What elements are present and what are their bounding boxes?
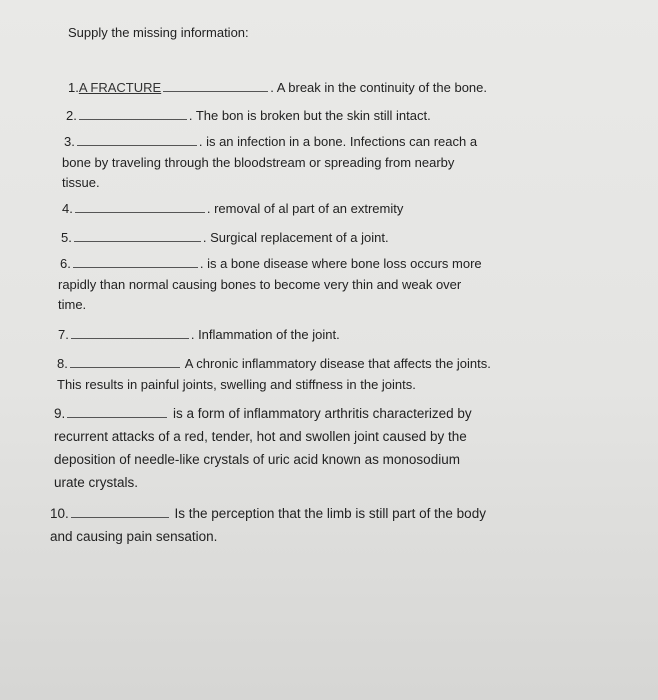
answer-blank[interactable] <box>73 253 198 268</box>
question-text-cont: urate crystals. <box>54 475 139 490</box>
question-text: . is an infection in a bone. Infections can reach a <box>198 134 478 149</box>
question-number: 5. <box>61 230 72 245</box>
question-text: . removal of al part of an extremity <box>206 201 404 216</box>
question-10 <box>50 503 486 548</box>
question-text-cont: time. <box>58 297 87 312</box>
answer-blank[interactable] <box>163 77 268 92</box>
question-3 <box>64 131 477 193</box>
question-number: 3. <box>64 134 75 149</box>
answer-blank[interactable] <box>70 353 180 368</box>
worksheet-title: Supply the missing information: <box>68 25 249 40</box>
question-text-cont: recurrent attacks of a red, tender, hot and swollen joint caused by the <box>54 429 467 444</box>
question-text-cont: bone by traveling through the bloodstream or spreading from nearby <box>62 155 455 170</box>
answer-blank[interactable] <box>71 503 169 518</box>
question-text-cont: tissue. <box>62 175 100 190</box>
question-text-cont: rapidly than normal causing bones to become very thin and weak over <box>58 277 462 292</box>
question-text: . The bon is broken but the skin still intact. <box>188 108 431 123</box>
question-5 <box>61 227 389 249</box>
question-text: is a form of inflammatory arthritis characterized by <box>169 406 472 421</box>
question-number: 4. <box>62 201 73 216</box>
answer-blank[interactable] <box>71 324 189 339</box>
question-text-cont: and causing pain sensation. <box>50 529 218 544</box>
question-text-cont: deposition of needle-like crystals of uric acid known as monosodium <box>54 452 460 467</box>
question-text: . Surgical replacement of a joint. <box>202 230 389 245</box>
answer-blank[interactable] <box>79 105 187 120</box>
question-number: 10. <box>50 506 69 521</box>
question-text: . is a bone disease where bone loss occurs more <box>199 256 482 271</box>
question-text: Is the perception that the limb is still part of the body <box>170 506 486 521</box>
question-text: A chronic inflammatory disease that affects the joints. <box>181 356 491 371</box>
question-7 <box>58 324 340 346</box>
question-9 <box>54 403 472 494</box>
answer-text: A FRACTURE <box>78 80 162 95</box>
question-2 <box>66 105 431 127</box>
question-4 <box>62 198 403 220</box>
answer-blank[interactable] <box>77 131 197 146</box>
question-1 <box>68 77 487 99</box>
question-number: 7. <box>58 327 69 342</box>
answer-blank[interactable] <box>75 198 205 213</box>
question-text: . A break in the continuity of the bone. <box>270 80 488 95</box>
answer-blank[interactable] <box>74 227 201 242</box>
question-number: 6. <box>60 256 71 271</box>
question-8 <box>57 353 491 395</box>
question-number: 8. <box>57 356 68 371</box>
question-number: 2. <box>66 108 77 123</box>
question-text: . Inflammation of the joint. <box>190 327 340 342</box>
question-number: 9. <box>54 406 66 421</box>
question-number: 1. <box>68 80 79 95</box>
question-6 <box>60 253 482 315</box>
question-text-cont: This results in painful joints, swelling and stiffness in the joints. <box>57 377 416 392</box>
answer-blank[interactable] <box>67 403 167 418</box>
